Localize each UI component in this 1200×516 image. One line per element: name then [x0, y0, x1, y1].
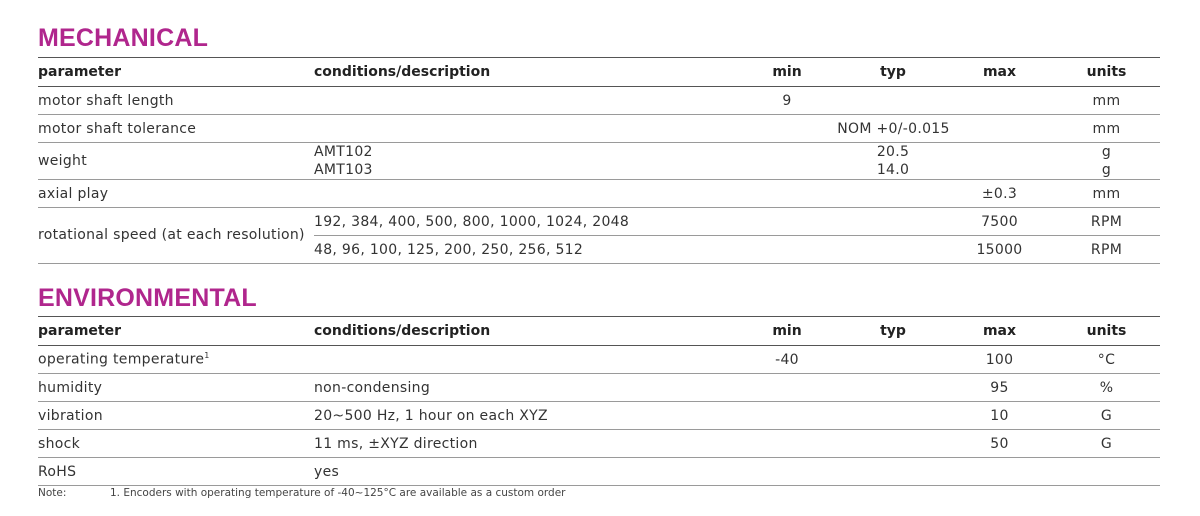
table-header-row	[38, 317, 1160, 346]
header-units: units	[1053, 58, 1160, 87]
min-cell	[734, 402, 840, 430]
parameter-cell: RoHS	[38, 458, 314, 486]
typ-cell	[840, 402, 946, 430]
max-cell	[946, 458, 1053, 486]
conditions-cell	[314, 115, 734, 143]
table-row	[38, 115, 1160, 143]
max-cell	[946, 143, 1053, 180]
typ-value: 20.5	[876, 144, 910, 160]
header-parameter: parameter	[38, 58, 314, 87]
max-cell: 10	[946, 402, 1053, 430]
table-header-row	[38, 58, 1160, 87]
conditions-cell	[314, 180, 734, 208]
conditions-cell: 48, 96, 100, 125, 200, 250, 256, 512	[314, 236, 734, 264]
table-row	[38, 208, 1160, 236]
min-cell	[734, 208, 840, 236]
typ-value: 14.0	[876, 162, 910, 178]
conditions-line: AMT102	[314, 144, 373, 160]
conditions-cell	[314, 346, 734, 374]
conditions-cell: yes	[314, 458, 734, 486]
min-cell	[734, 430, 840, 458]
max-cell: 50	[946, 430, 1053, 458]
table-row	[38, 143, 1160, 180]
header-min: min	[734, 317, 840, 346]
units-cell: mm	[1053, 87, 1160, 115]
table-row	[38, 346, 1160, 374]
typ-cell	[840, 236, 946, 264]
table-row	[38, 430, 1160, 458]
units-cell: G	[1053, 402, 1160, 430]
typ-cell	[840, 374, 946, 402]
min-cell: -40	[734, 346, 840, 374]
typ-cell	[840, 208, 946, 236]
max-cell: 7500	[946, 208, 1053, 236]
typ-cell	[840, 430, 946, 458]
typ-cell	[840, 87, 946, 115]
units-cell: mm	[1053, 115, 1160, 143]
min-cell: 9	[734, 87, 840, 115]
max-cell: 15000	[946, 236, 1053, 264]
typ-cell	[840, 180, 946, 208]
typ-cell	[840, 143, 946, 180]
header-conditions: conditions/description	[314, 58, 734, 87]
min-cell	[734, 236, 840, 264]
note-text: 1. Encoders with operating temperature of -40~125°C are available as a custom order	[110, 487, 566, 499]
max-cell	[946, 87, 1053, 115]
table-row	[38, 402, 1160, 430]
min-cell	[734, 180, 840, 208]
header-conditions: conditions/description	[314, 317, 734, 346]
header-typ: typ	[840, 58, 946, 87]
parameter-cell: motor shaft tolerance	[38, 115, 314, 143]
conditions-cell	[314, 143, 734, 180]
parameter-cell: axial play	[38, 180, 314, 208]
units-cell: %	[1053, 374, 1160, 402]
typ-cell	[840, 346, 946, 374]
footnote-marker: 1	[204, 351, 210, 361]
units-cell: mm	[1053, 180, 1160, 208]
typ-value: NOM +0/-0.015	[837, 120, 950, 137]
table-row	[38, 374, 1160, 402]
units-cell: °C	[1053, 346, 1160, 374]
footnote	[38, 487, 566, 499]
parameter-cell: shock	[38, 430, 314, 458]
typ-cell	[734, 115, 1053, 143]
conditions-line: AMT103	[314, 162, 373, 178]
mechanical-table	[38, 57, 1160, 264]
max-cell: 100	[946, 346, 1053, 374]
conditions-cell: 11 ms, ±XYZ direction	[314, 430, 734, 458]
header-units: units	[1053, 317, 1160, 346]
header-min: min	[734, 58, 840, 87]
units-cell: G	[1053, 430, 1160, 458]
header-max: max	[946, 58, 1053, 87]
units-value: g	[1101, 144, 1112, 160]
conditions-cell: non-condensing	[314, 374, 734, 402]
parameter-cell: vibration	[38, 402, 314, 430]
min-cell	[734, 374, 840, 402]
parameter-cell: rotational speed (at each resolution)	[38, 208, 314, 264]
header-parameter: parameter	[38, 317, 314, 346]
units-cell	[1053, 143, 1160, 180]
environmental-title: ENVIRONMENTAL	[38, 284, 257, 312]
max-cell: ±0.3	[946, 180, 1053, 208]
conditions-cell: 192, 384, 400, 500, 800, 1000, 1024, 2048	[314, 208, 734, 236]
min-cell	[734, 458, 840, 486]
note-label: Note:	[38, 487, 67, 499]
table-row	[38, 87, 1160, 115]
mechanical-title: MECHANICAL	[38, 24, 209, 52]
max-cell: 95	[946, 374, 1053, 402]
environmental-table	[38, 316, 1160, 486]
typ-cell	[840, 458, 946, 486]
table-row	[38, 458, 1160, 486]
parameter-cell: motor shaft length	[38, 87, 314, 115]
min-cell	[734, 143, 840, 180]
parameter-cell: weight	[38, 143, 314, 180]
units-cell: RPM	[1053, 236, 1160, 264]
header-max: max	[946, 317, 1053, 346]
conditions-cell: 20~500 Hz, 1 hour on each XYZ	[314, 402, 734, 430]
units-value: g	[1101, 162, 1112, 178]
units-cell: RPM	[1053, 208, 1160, 236]
parameter-cell	[38, 346, 314, 374]
conditions-cell	[314, 87, 734, 115]
units-cell	[1053, 458, 1160, 486]
parameter-cell: humidity	[38, 374, 314, 402]
parameter-label: operating temperature	[38, 351, 205, 368]
header-typ: typ	[840, 317, 946, 346]
table-row	[38, 180, 1160, 208]
